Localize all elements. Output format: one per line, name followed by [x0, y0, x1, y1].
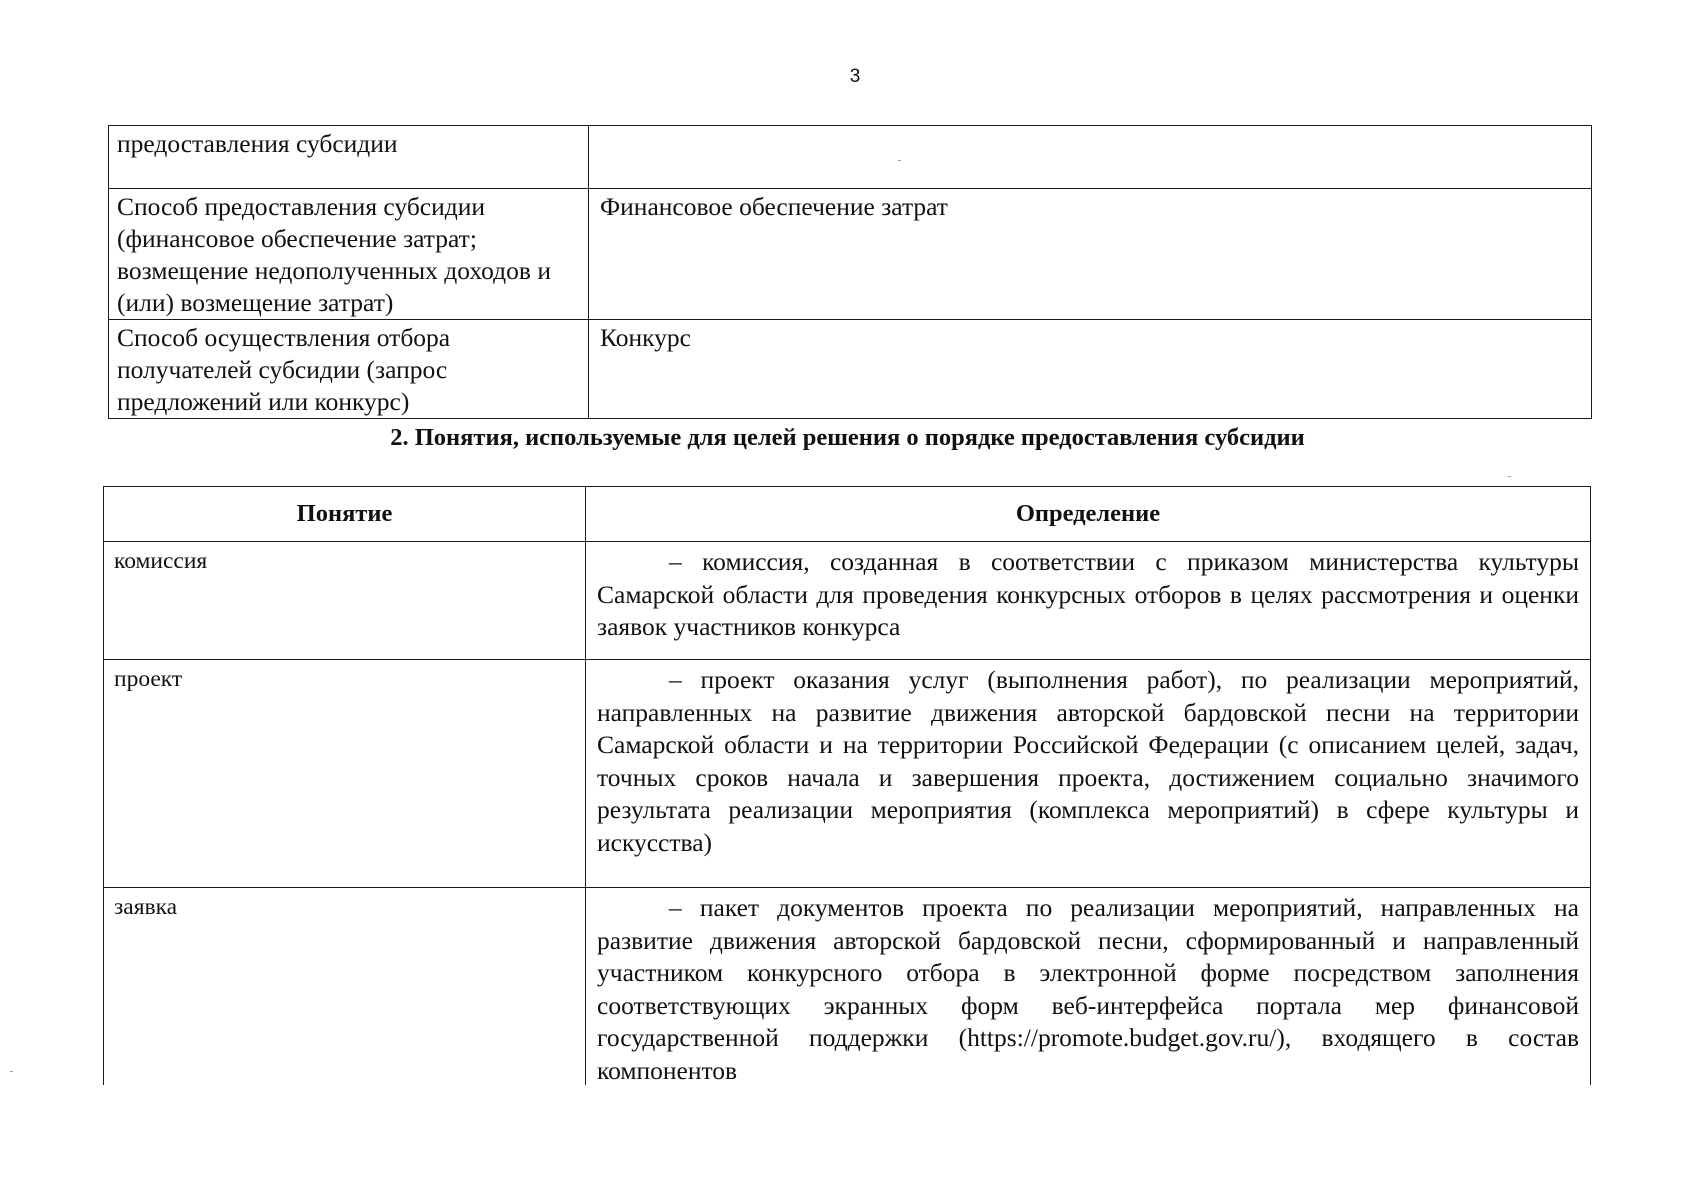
- page-number: 3: [849, 66, 861, 87]
- definition-cell: – комиссия, созданная в соответствии с приказом министерства культуры Самарской области для проведения конкурсных отборов в целях рассмотрения и оценки заявок участников конкурса: [586, 542, 1591, 660]
- table-row: [104, 660, 1591, 888]
- row-label: Способ осуществления отбора получателей субсидии (запрос предложений или конкурс): [109, 320, 589, 419]
- row-value: [589, 126, 1592, 189]
- definition-cell: – пакет документов проекта по реализации мероприятий, направленных на развитие движения авторской бардовской песни, сформированный и направленный участником конкурсного отбора в электронной форме посредством заполнения соответствующих экранных форм веб-интерфейса портала мер финансовой государственной поддержки (https://promote.budget.gov.ru/), входящего в состав компонентов: [586, 888, 1591, 1086]
- term-cell: заявка: [104, 888, 586, 1086]
- table-row: [104, 888, 1591, 1086]
- column-header-definition: Определение: [586, 487, 1591, 542]
- row-label: Способ предоставления субсидии (финансовое обеспечение затрат; возмещение недополученных доходов и (или) возмещение затрат): [109, 189, 589, 320]
- table-header-row: [104, 487, 1591, 542]
- section-title: 2. Понятия, используемые для целей решения о порядке предоставления субсидии: [390, 424, 1305, 451]
- table-row: [109, 126, 1592, 189]
- scan-speck: [1508, 476, 1511, 477]
- table-row: [104, 542, 1591, 660]
- term-cell: комиссия: [104, 542, 586, 660]
- scan-speck: [898, 160, 901, 161]
- column-header-term: Понятие: [104, 487, 586, 542]
- definition-cell: – проект оказания услуг (выполнения работ), по реализации мероприятий, направленных на развитие движения авторской бардовской песни на территории Самарской области и на территории Российской Федерации (с описанием целей, задач, точных сроков начала и завершения проекта, достижением социально значимого результата реализации мероприятия (комплекса мероприятий) в сфере культуры и искусства): [586, 660, 1591, 888]
- row-value: Конкурс: [589, 320, 1592, 419]
- term-cell: проект: [104, 660, 586, 888]
- row-value: Финансовое обеспечение затрат: [589, 189, 1592, 320]
- table-row: [109, 320, 1592, 419]
- scan-speck: [10, 1071, 13, 1072]
- definitions-table: [103, 486, 1591, 1085]
- subsidy-info-table: [108, 125, 1592, 419]
- table-row: [109, 189, 1592, 320]
- row-label: предоставления субсидии: [109, 126, 589, 189]
